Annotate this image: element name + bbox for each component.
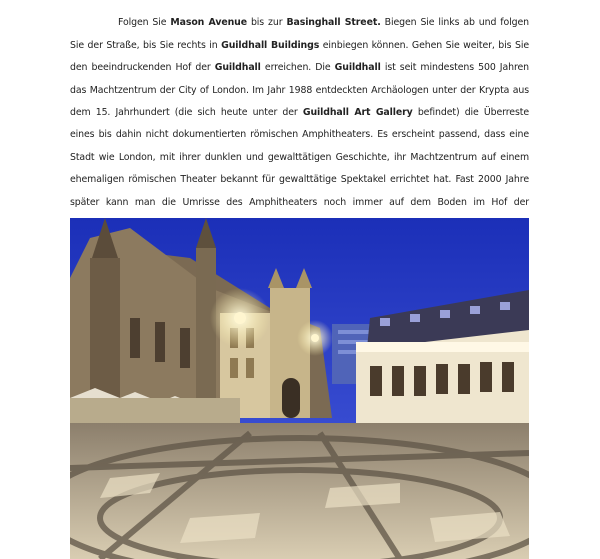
guildhall-paragraph bbox=[70, 12, 529, 236]
bold-guildhall: Guildhall bbox=[334, 62, 381, 74]
guildhall-courtyard-photo bbox=[70, 218, 529, 559]
text-segment: Folgen Sie bbox=[118, 17, 171, 29]
bold-basinghall-street: Basinghall Street. bbox=[286, 17, 381, 29]
bold-guildhall: Guildhall bbox=[214, 62, 261, 74]
text-segment: ist seit mindestens 500 Jahren das Machtzentrum der City of London. Im Jahr 1988 entdeckten Archäologen unter der Krypta aus dem 15. Jahrhundert (die sich heute unter der bbox=[70, 62, 530, 119]
bold-mason-avenue: Mason Avenue bbox=[170, 17, 247, 29]
bold-guildhall-buildings: Guildhall Buildings bbox=[221, 39, 320, 51]
text-segment: Biegen Sie links ab und folgen Sie der Straße, bis Sie rechts in bbox=[70, 17, 529, 51]
photo-illustration bbox=[70, 218, 529, 559]
text-segment: erreichen. Die bbox=[260, 62, 335, 74]
text-segment: befindet) die Überreste eines bis dahin nicht dokumentierten römischen Amphitheaters. Es erscheint passend, dass eine Stadt wie London, mit ihrer dunklen und gewalttätigen Geschichte, ihr Machtzentrum auf einem ehemaligen römischen Theater bekannt für gewalttätige Spektakel errichtet hat. Fast 2000 Jahre später kann man die Umrisse des Amphitheaters noch immer auf dem Boden im Hof der bbox=[70, 107, 529, 208]
text-segment: einbiegen können. Gehen Sie weiter, bis Sie den beeindruckenden Hof der bbox=[70, 39, 529, 74]
bold-guildhall-art-gallery: Guildhall Art Gallery bbox=[302, 107, 413, 119]
text-segment: bis zur bbox=[247, 17, 287, 29]
